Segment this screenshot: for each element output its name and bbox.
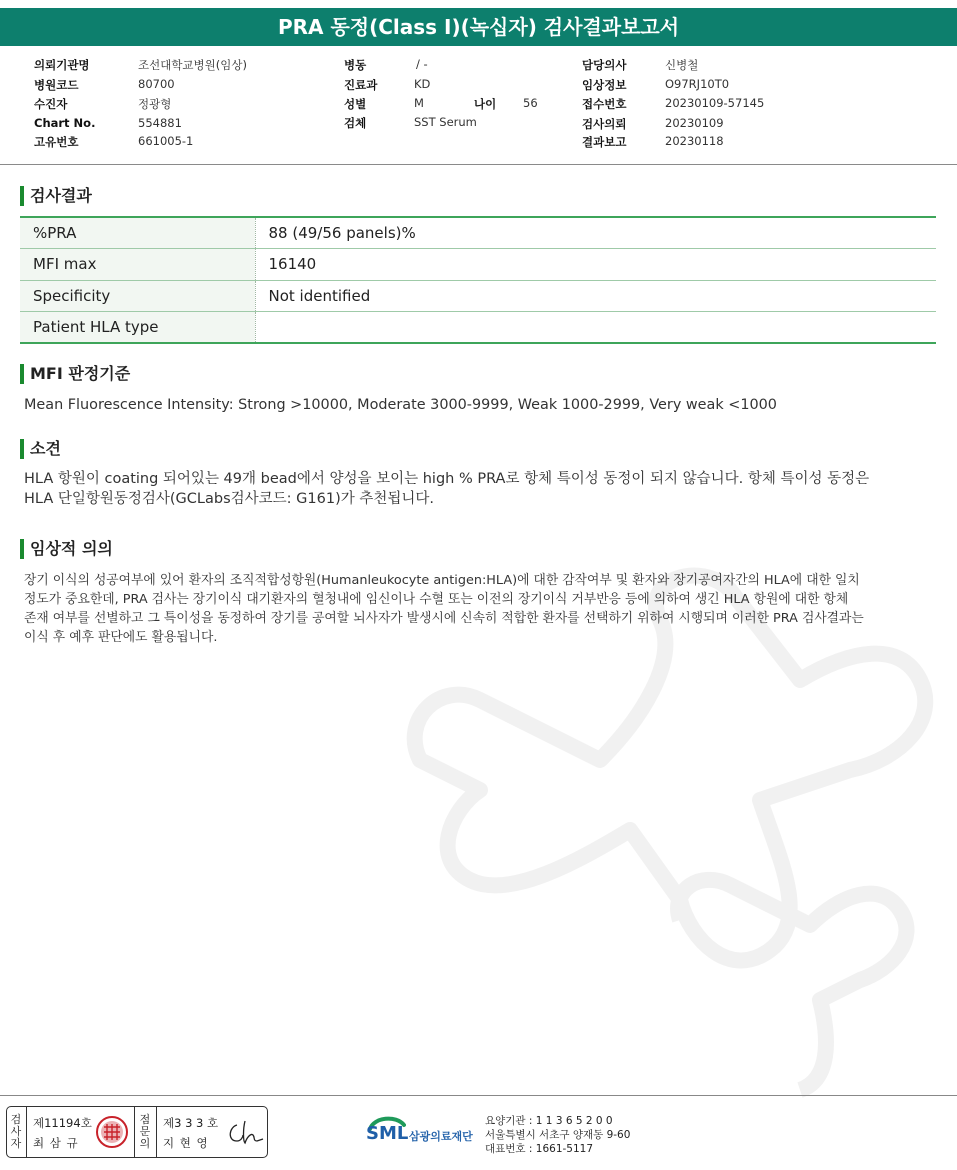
patient-value: 정광형 bbox=[138, 97, 172, 111]
examiner-name: 최 삼 규 bbox=[33, 1136, 79, 1150]
hospital-code-value: 80700 bbox=[138, 77, 175, 91]
doctor-value: 신병철 bbox=[665, 58, 699, 72]
footer-divider bbox=[0, 1095, 957, 1096]
pra-key: %PRA bbox=[20, 217, 255, 249]
organization-logo bbox=[366, 1113, 957, 1159]
patient-label: 수진자 bbox=[34, 97, 68, 111]
chart-no-label: Chart No. bbox=[34, 116, 96, 130]
hla-type-key: Patient HLA type bbox=[20, 312, 255, 344]
reviewer-name: 지 현 영 bbox=[163, 1136, 209, 1150]
report-title: PRA 동정(Class I)(녹십자) 검사결과보고서 bbox=[0, 8, 957, 46]
department-label: 진료과 bbox=[344, 78, 378, 92]
criteria-heading: MFI 판정기준 bbox=[20, 364, 130, 384]
institution-label: 의뢰기관명 bbox=[34, 58, 90, 72]
institution-value: 조선대학교병원(임상) bbox=[138, 58, 247, 72]
doctor-label: 담당의사 bbox=[582, 58, 627, 72]
table-row bbox=[20, 217, 936, 249]
org-logo-text: SML bbox=[366, 1123, 409, 1144]
table-row bbox=[20, 280, 936, 312]
clinical-info-label: 임상정보 bbox=[582, 78, 627, 92]
specimen-label: 검체 bbox=[344, 116, 367, 130]
receipt-no-value: 20230109-57145 bbox=[665, 96, 765, 110]
request-date-label: 검사의뢰 bbox=[582, 117, 627, 131]
signature-box bbox=[6, 1106, 268, 1158]
reviewer-license-no: 제3 3 3 호 bbox=[163, 1116, 219, 1130]
specimen-value: SST Serum bbox=[414, 115, 477, 129]
significance-line-2: 정도가 중요한데, PRA 검사는 장기이식 대기환자의 혈청내에 임신이나 수혈 또는 이전의 장기이식 거부반응 등에 의하여 생긴 HLA 항원에 대한 항체 bbox=[24, 592, 849, 607]
results-heading: 검사결과 bbox=[20, 186, 92, 206]
unique-no-label: 고유번호 bbox=[34, 135, 79, 149]
meta-divider bbox=[0, 164, 957, 165]
hla-type-value bbox=[255, 312, 936, 344]
significance-heading: 임상적 의의 bbox=[20, 539, 113, 559]
table-row bbox=[20, 249, 936, 281]
unique-no-value: 661005-1 bbox=[138, 134, 194, 148]
specificity-key: Specificity bbox=[20, 280, 255, 312]
specificity-value: Not identified bbox=[255, 280, 936, 312]
chart-no-value: 554881 bbox=[138, 116, 182, 130]
results-table bbox=[20, 216, 936, 344]
table-row bbox=[20, 312, 936, 344]
ward-value: / - bbox=[416, 57, 428, 71]
receipt-no-label: 접수번호 bbox=[582, 97, 627, 111]
org-info-line-1: 요양기관 : 1 1 3 6 5 2 0 0 bbox=[485, 1115, 613, 1127]
ward-label: 병동 bbox=[344, 58, 367, 72]
age-value: 56 bbox=[523, 96, 538, 110]
criteria-text: Mean Fluorescence Intensity: Strong >10000, Moderate 3000-9999, Weak 1000-2999, Very weak <1000 bbox=[24, 397, 777, 413]
watermark-cross-graphic bbox=[380, 500, 957, 1100]
opinion-line-1: HLA 항원이 coating 되어있는 49개 bead에서 양성을 보이는 high % PRA로 항체 특이성 동정이 되지 않습니다. 항체 특이성 동정은 bbox=[24, 471, 870, 487]
mfi-max-value: 16140 bbox=[255, 249, 936, 281]
examiner-seal-icon bbox=[95, 1115, 129, 1149]
significance-line-3: 존재 여부를 선별하고 그 특이성을 동정하여 장기를 공여할 뇌사자가 발생시에 신속히 적합한 환자를 선택하기 위하여 시행되며 이러한 PRA 검사결과는 bbox=[24, 611, 864, 626]
significance-line-1: 장기 이식의 성공여부에 있어 환자의 조직적합성항원(Humanleukocyte antigen:HLA)에 대한 감작여부 및 환자와 장기공여자간의 HLA에 대한 일치 bbox=[24, 573, 860, 588]
department-value: KD bbox=[414, 77, 431, 91]
org-info-line-3: 대표번호 : 1661-5117 bbox=[485, 1143, 594, 1155]
sex-label: 성별 bbox=[344, 97, 367, 111]
opinion-line-2: HLA 단일항원동정검사(GCLabs검사코드: G161)가 추천됩니다. bbox=[24, 491, 434, 507]
report-meta bbox=[0, 55, 957, 155]
pra-value: 88 (49/56 panels)% bbox=[255, 217, 936, 249]
significance-line-4: 이식 후 예후 판단에도 활용됩니다. bbox=[24, 630, 218, 645]
mfi-max-key: MFI max bbox=[20, 249, 255, 281]
request-date-value: 20230109 bbox=[665, 116, 724, 130]
organization-info bbox=[485, 1114, 630, 1156]
org-name: 삼광의료재단 bbox=[409, 1130, 473, 1143]
org-info-line-2: 서울특별시 서초구 양재동 9-60 bbox=[485, 1129, 631, 1141]
age-label: 나이 bbox=[474, 97, 497, 111]
examiner-license-no: 제11194호 bbox=[33, 1116, 92, 1130]
report-date-value: 20230118 bbox=[665, 134, 724, 148]
reviewer-signature-icon bbox=[225, 1119, 265, 1147]
examiner-label: 검 사 자 bbox=[10, 1113, 22, 1150]
clinical-info-value: O97RJ10T0 bbox=[665, 77, 730, 91]
hospital-code-label: 병원코드 bbox=[34, 78, 79, 92]
opinion-heading: 소견 bbox=[20, 439, 61, 459]
reviewer-label: 점 문 의 bbox=[139, 1113, 151, 1150]
sex-value: M bbox=[414, 96, 424, 110]
report-date-label: 결과보고 bbox=[582, 135, 627, 149]
